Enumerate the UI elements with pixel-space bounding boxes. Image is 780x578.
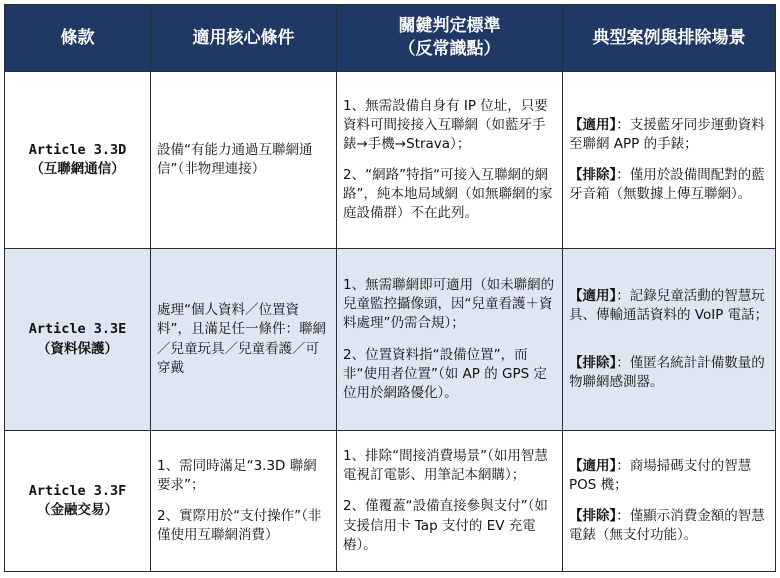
header-criteria: 關鍵判定標準 （反常識點） [337, 5, 563, 72]
condition-cell [151, 249, 337, 431]
case-item [569, 354, 769, 392]
cases-cell [563, 431, 776, 572]
article-subtitle: （資料保護） [37, 340, 118, 357]
case-tag: 【適用】 [569, 457, 617, 474]
criteria-cell [337, 249, 563, 431]
cases-cell [563, 72, 776, 249]
case-text: ：僅匿名統計計備數量的物聯網感測器。 [569, 354, 765, 390]
condition-text: 2、實際用於“支付操作”（非僅使用互聯網消費） [157, 508, 322, 544]
case-text: ：商場掃碼支付的智慧 POS 機； [569, 457, 752, 493]
criteria-item: 2、位置資料指“設備位置”，而非“使用者位置”（如 AP 的 GPS 定位用於網路優化）。 [343, 346, 547, 401]
case-tag: 【排除】 [569, 508, 617, 524]
condition-text: 1、需同時滿足“3.3D 聯網要求”； [157, 457, 317, 493]
header-clause: 條款 [5, 5, 151, 72]
article-subtitle: （金融交易） [37, 502, 118, 518]
case-item [569, 457, 769, 495]
case-item [569, 116, 769, 154]
cases-cell [563, 249, 776, 431]
criteria-item: 1、無需聯網即可適用（如未聯網的兒童監控攝像頭，因“兒童看護＋資料處理”仍需合規）； [343, 277, 555, 332]
article-cell [5, 249, 151, 431]
condition-cell [151, 431, 337, 572]
article-cell [5, 431, 151, 572]
criteria-cell [337, 431, 563, 572]
condition-text: 處理“個人資料／位置資料”，且滿足任一條件：聯網／兒童玩具／兒童看護／可穿戴 [157, 302, 326, 376]
header-cases: 典型案例與排除場景 [563, 5, 776, 72]
criteria-item: 2、“網路”特指“可接入互聯網的網路”，純本地局域網（如無聯網的家庭設備群）不在此列。 [343, 167, 553, 222]
criteria-item: 1、排除“間接消費場景”（如用智慧電視訂電影、用筆記本網購）； [343, 448, 548, 484]
criteria-item: 2、僅覆蓋“設備直接參與支付”（如支援信用卡 Tap 支付的 EV 充電樁）。 [343, 498, 548, 553]
case-text: ：支援藍牙同步運動資料至聯網 APP 的手錶； [569, 116, 765, 152]
article-code: Article 3.3F [28, 482, 127, 499]
case-text: ：僅顯示消費金額的智慧電錶（無支付功能）。 [569, 508, 765, 544]
case-tag: 【排除】 [569, 354, 617, 371]
table-row [5, 249, 776, 431]
case-text: ：記錄兒童活動的智慧玩具、傳輸通話資料的 VoIP 電話； [569, 288, 769, 324]
article-code: Article 3.3D [28, 141, 127, 158]
condition-cell [151, 72, 337, 249]
case-item [569, 287, 769, 325]
criteria-item: 1、無需設備自身有 IP 位址，只要資料可間接接入互聯網（如藍牙手錶→手機→Strava）； [343, 97, 548, 152]
header-row [5, 5, 776, 72]
case-tag: 【適用】 [569, 116, 617, 133]
table-row [5, 431, 776, 572]
condition-text: 設備“有能力通過互聯網通信”（非物理連接） [157, 141, 313, 177]
case-item [569, 507, 769, 545]
criteria-cell [337, 72, 563, 249]
case-tag: 【適用】 [569, 288, 617, 305]
case-tag: 【排除】 [569, 167, 617, 183]
case-item [569, 166, 769, 204]
article-code: Article 3.3E [28, 321, 127, 338]
table-row [5, 72, 776, 249]
regulation-table [4, 4, 776, 572]
header-condition: 適用核心條件 [151, 5, 337, 72]
article-cell [5, 72, 151, 249]
case-text: ：僅用於設備間配對的藍牙音箱（無數據上傳互聯網）。 [569, 167, 765, 203]
article-subtitle: （互聯網通信） [30, 161, 125, 177]
